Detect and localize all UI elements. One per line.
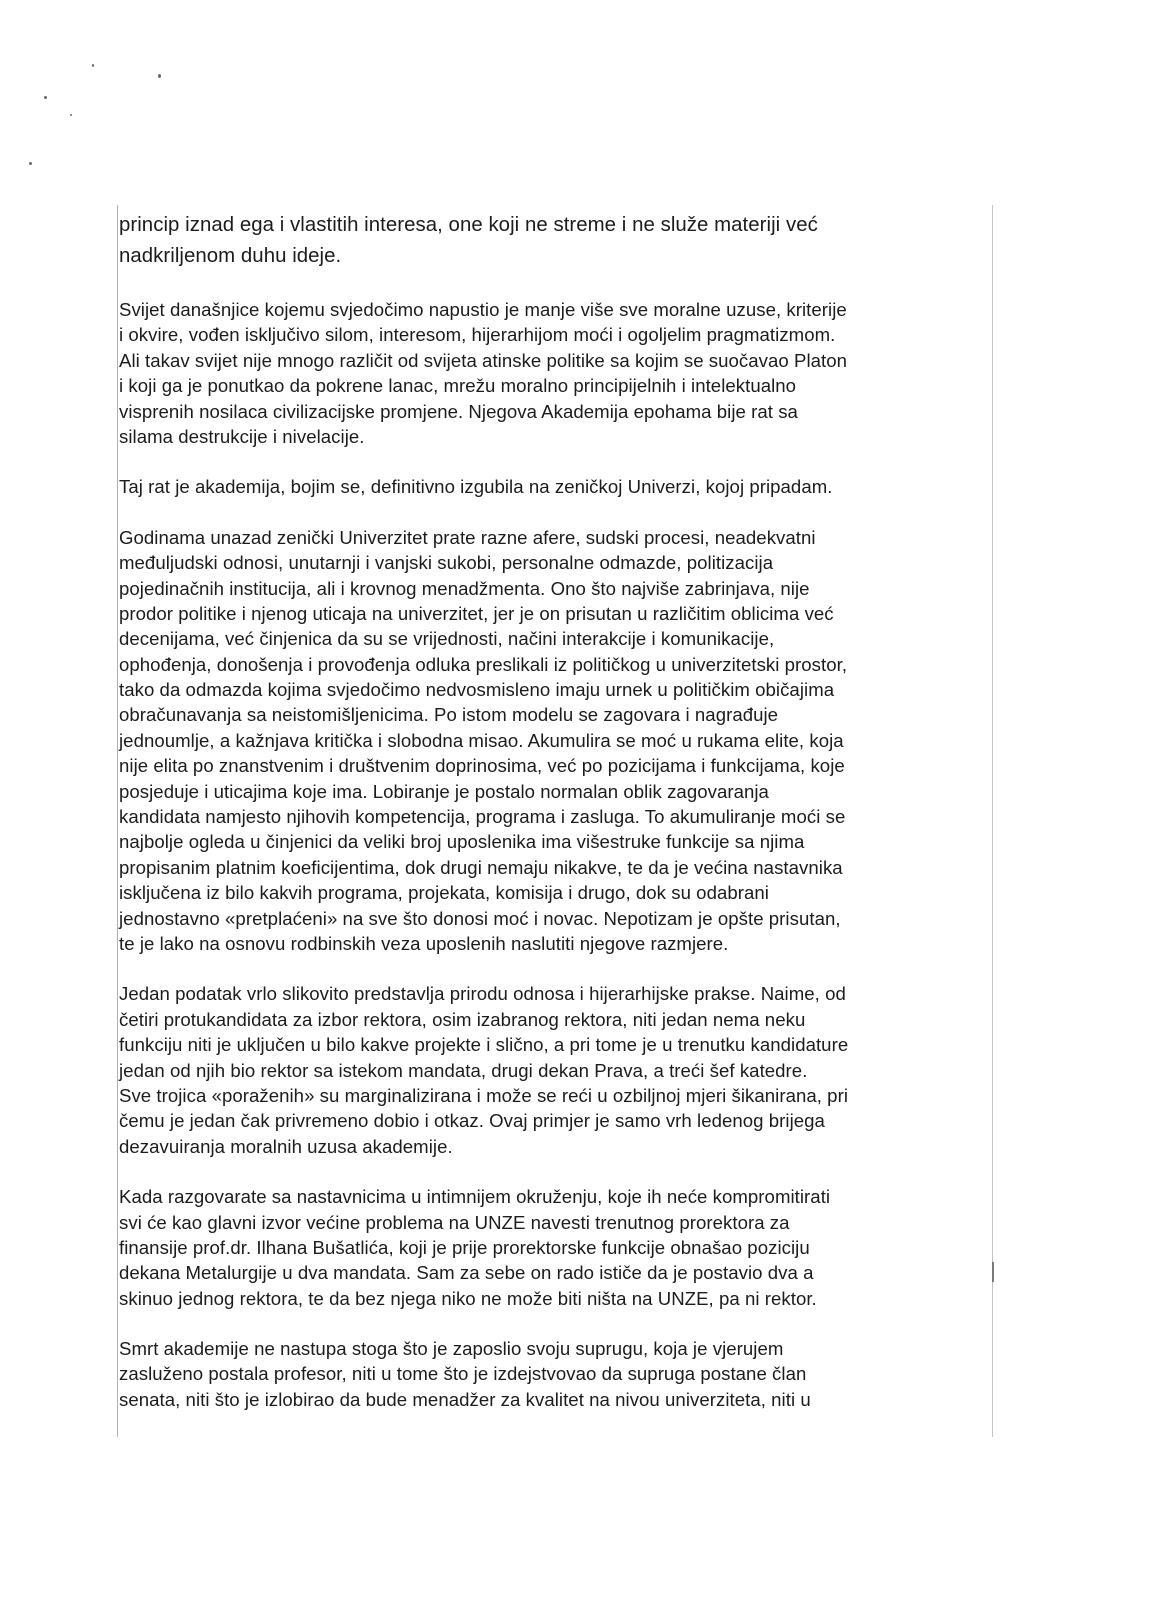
text-line: silama destrukcije i nivelacije. <box>119 425 365 447</box>
text-line: četiri protukandidata za izbor rektora, osim izabranog rektora, niti jedan nema neku <box>119 1008 806 1030</box>
scan-speck <box>70 114 72 116</box>
paragraph-2 <box>119 297 993 449</box>
paragraph-5 <box>119 981 993 1159</box>
paragraph-1 <box>119 210 993 272</box>
text-line: svi će kao glavni izvor većine problema na UNZE navesti trenutnog prorektora za <box>119 1211 790 1233</box>
text-line: skinuo jednog rektora, te da bez njega niko ne može biti ništa na UNZE, pa ni rektor. <box>119 1287 817 1309</box>
text-line: posjeduje i uticajima koje ima. Lobiranje je postalo normalan oblik zagovaranja <box>119 780 769 802</box>
scan-speck <box>29 162 32 165</box>
text-line: čemu je jedan čak privremeno dobio i otkaz. Ovaj primjer je samo vrh ledenog brijega <box>119 1110 825 1132</box>
text-line: pojedinačnih institucija, ali i krovnog menadžmenta. Ono što najviše zabrinjava, nije <box>119 577 810 599</box>
text-line: senata, niti što je izlobirao da bude menadžer za kvalitet na nivou univerziteta, niti u <box>119 1388 811 1410</box>
text-line: Ali takav svijet nije mnogo različit od svijeta atinske politike sa kojim se suočavao Platon <box>119 349 848 371</box>
text-line: prodor politike i njenog uticaja na univerzitet, jer je on prisutan u različitim oblicima već <box>119 602 834 624</box>
text-line: ophođenja, donošenja i provođenja odluka preslikali iz političkog u univerzitetski prostor, <box>119 653 848 675</box>
paragraph-3 <box>119 474 993 499</box>
text-line: Smrt akademije ne nastupa stoga što je zaposlio svoju suprugu, koja je vjerujem <box>119 1338 784 1360</box>
text-line: jednostavno «pretplaćeni» na sve što donosi moć i novac. Nepotizam je opšte prisutan, <box>119 907 841 929</box>
text-line: i koji ga je ponutkao da pokrene lanac, mrežu moralno principijelnih i intelektualno <box>119 375 797 397</box>
text-line: nije elita po znanstvenim i društvenim doprinosima, već po pozicijama i funkcijama, koje <box>119 755 845 777</box>
document-body <box>119 205 993 1412</box>
text-line: jedan od njih bio rektor sa istekom mandata, drugi dekan Prava, a treći šef katedre. <box>119 1059 808 1081</box>
scan-speck <box>92 64 94 67</box>
text-line: visprenih nosilaca civilizacijske promjene. Njegova Akademija epohama bije rat sa <box>119 400 798 422</box>
text-line: kandidata namjesto njihovih kompetencija, programa i zasluga. To akumuliranje moći se <box>119 806 846 828</box>
text-line: dekana Metalurgije u dva mandata. Sam za sebe on rado ističe da je postavio dva a <box>119 1262 814 1284</box>
scan-speck <box>158 74 161 78</box>
text-line: zasluženo postala profesor, niti u tome što je izdejstvovao da supruga postane član <box>119 1363 807 1385</box>
text-line: Godinama unazad zenički Univerzitet prate razne afere, sudski procesi, neadekvatni <box>119 526 816 548</box>
text-line: Svijet današnjice kojemu svjedočimo napustio je manje više sve moralne uzuse, kriterije <box>119 299 847 320</box>
text-line: te je lako na osnovu rodbinskih veza uposlenih naslutiti njegove razmjere. <box>119 932 729 954</box>
text-line: međuljudski odnosi, unutarnji i vanjski sukobi, personalne odmazde, politizacija <box>119 552 774 574</box>
scanned-page <box>117 205 993 1437</box>
text-line: jednoumlje, a kažnjava kritička i slobodna misao. Akumulira se moć u rukama elite, koja <box>119 729 844 751</box>
paragraph-6 <box>119 1184 993 1311</box>
text-line: tako da odmazda kojima svjedočimo nedvosmisleno imaju urnek u političkim običajima <box>119 679 835 701</box>
text-line: propisanim platnim koeficijentima, dok drugi nemaju nikakve, te da je većina nastavnika <box>119 856 843 878</box>
text-line: obračunavanja sa neistomišljenicima. Po istom modelu se zagovara i nagrađuje <box>119 704 779 726</box>
left-margin-rule <box>117 205 118 1437</box>
text-line: funkciju niti je uključen u bilo kakve projekte i slično, a pri tome je u trenutku kandidature <box>119 1034 849 1056</box>
text-line: i okvire, vođen isključivo silom, interesom, hijerarhijom moći i ogoljelim pragmatizmom. <box>119 324 836 346</box>
text-line: nadkriljenom duhu ideje. <box>119 245 342 267</box>
text-line: najbolje ogleda u činjenici da veliki broj uposlenika ima višestruke funkcije sa njima <box>119 831 805 853</box>
text-line: Jedan podatak vrlo slikovito predstavlja prirodu odnosa i hijerarhijske prakse. Naime, od <box>119 983 846 1005</box>
text-line: isključena iz bilo kakvih programa, projekata, komisija i drugo, dok su odabrani <box>119 882 769 904</box>
text-line: Sve trojica «poraženih» su marginalizirana i može se reći u ozbiljnoj mjeri šikanirana, pri <box>119 1084 848 1106</box>
text-line: decenijama, već činjenica da su se vrijednosti, načini interakcije i komunikacije, <box>119 628 775 650</box>
paragraph-7 <box>119 1336 993 1412</box>
scan-speck <box>44 96 47 99</box>
text-line: finansije prof.dr. Ilhana Bušatlića, koji je prije prorektorske funkcije obnašao poziciju <box>119 1236 810 1258</box>
paragraph-4 <box>119 525 993 957</box>
text-line: dezavuiranja moralnih uzusa akademije. <box>119 1135 453 1157</box>
text-line: Kada razgovarate sa nastavnicima u intimnijem okruženju, koje ih neće kompromitirati <box>119 1186 831 1208</box>
text-line: Taj rat je akademija, bojim se, definitivno izgubila na zeničkoj Univerzi, kojoj pripadam. <box>119 476 833 498</box>
text-line: princip iznad ega i vlastitih interesa, one koji ne streme i ne služe materiji već <box>119 214 818 236</box>
